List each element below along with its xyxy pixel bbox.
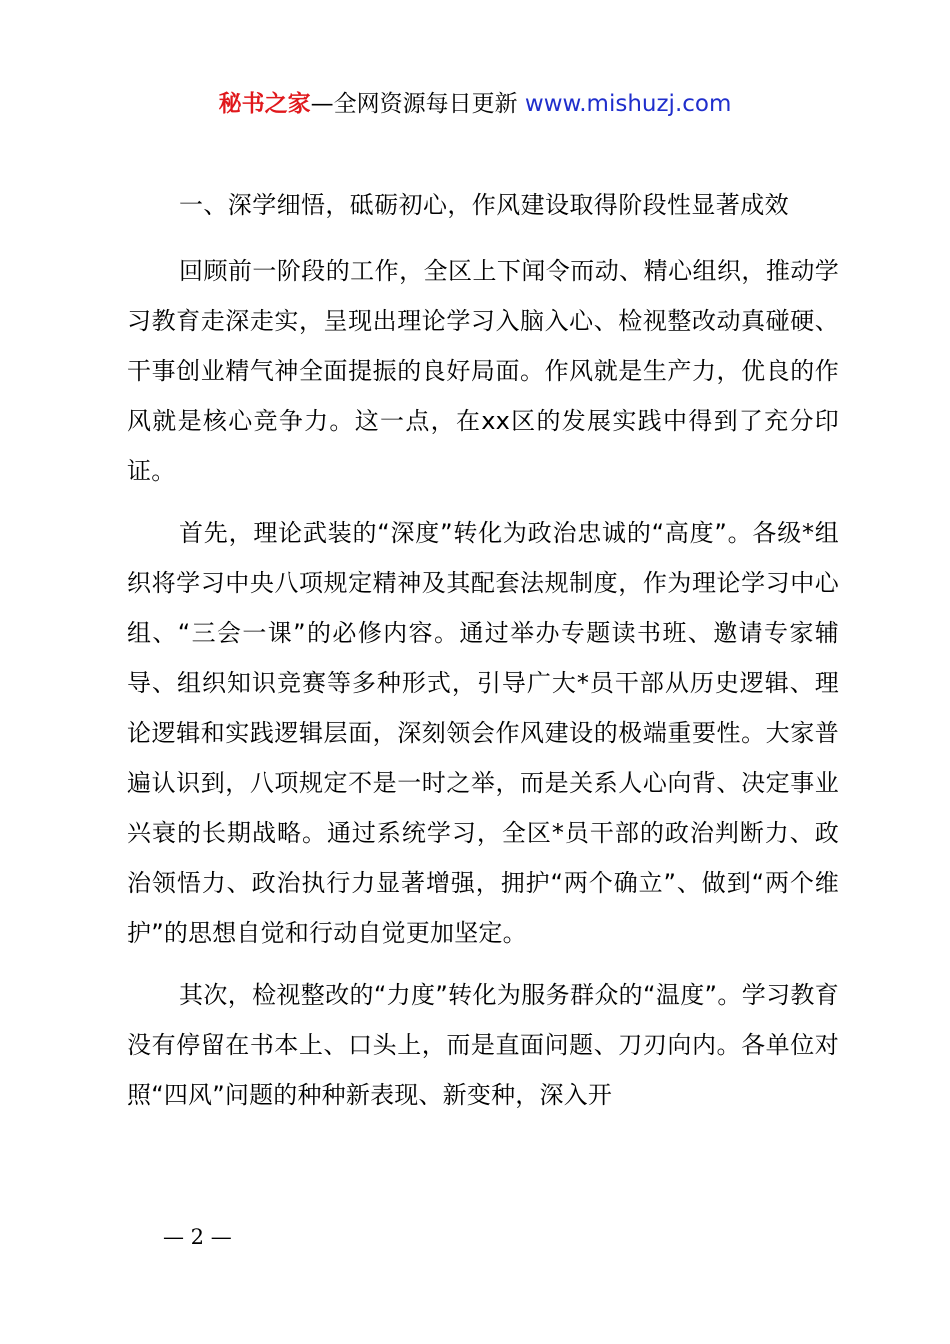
page-header <box>0 86 950 122</box>
page-number: — 2 — <box>163 1225 232 1249</box>
paragraph-rectification: 其次，检视整改的“力度”转化为服务群众的“温度”。学习教育没有停留在书本上、口头上，而是直面问题、刀刃向内。各单位对照“四风”问题的种种新表现、新变种，深入开 <box>127 981 839 1109</box>
paragraph-theory: 首先，理论武装的“深度”转化为政治忠诚的“高度”。各级*组织将学习中央八项规定精神及其配套法规制度，作为理论学习中心组、“三会一课”的必修内容。通过举办专题读书班、邀请专家辅导、组织知识竞赛等多种形式，引导广大*员干部从历史逻辑、理论逻辑和实践逻辑层面，深刻领会作风建设的极端重要性。大家普遍认识到，八项规定不是一时之举，而是关系人心向背、决定事业兴衰的长期战略。通过系统学习，全区*员干部的政治判断力、政治领悟力、政治执行力显著增强，拥护“两个确立”、做到“两个维护”的思想自觉和行动自觉更加坚定。 <box>127 519 839 947</box>
section-heading: 一、深学细悟，砥砺初心，作风建设取得阶段性显著成效 <box>179 191 789 219</box>
paragraph-review: 回顾前一阶段的工作，全区上下闻令而动、精心组织，推动学习教育走深走实，呈现出理论学习入脑入心、检视整改动真碰硬、干事创业精气神全面提振的良好局面。作风就是生产力，优良的作风就是核心竞争力。这一点，在xx区的发展实践中得到了充分印证。 <box>127 257 839 485</box>
document-body <box>127 182 839 1120</box>
header-tagline: —全网资源每日更新 <box>310 91 518 117</box>
header-url-link[interactable]: www.mishuzj.com <box>524 91 732 117</box>
header-brand: 秘书之家 <box>218 91 311 117</box>
